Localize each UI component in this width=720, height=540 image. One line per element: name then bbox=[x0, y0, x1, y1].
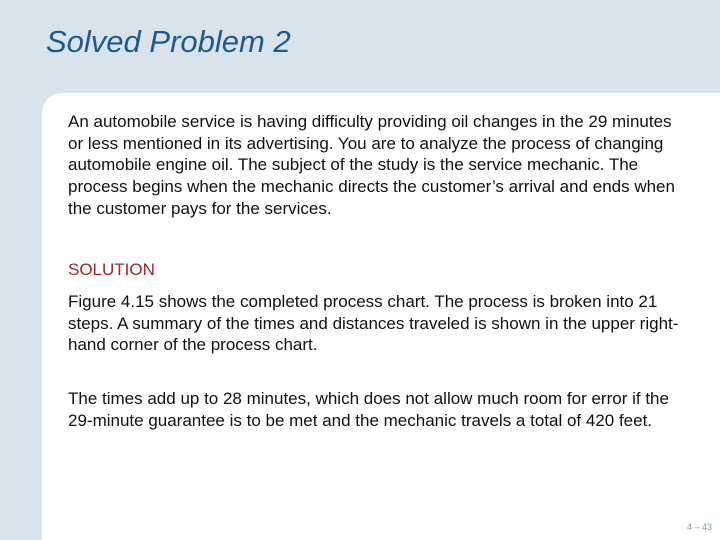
slide-title: Solved Problem 2 bbox=[46, 24, 291, 59]
solution-paragraph: The times add up to 28 minutes, which does not allow much room for error if the 29-minute guarantee is to be met and the mechanic travels a total of 420 feet. bbox=[68, 389, 669, 430]
solution-paragraph: Figure 4.15 shows the completed process chart. The process is broken into 21 steps. A summary of the times and distances traveled is shown in the upper right-hand corner of the process chart. bbox=[68, 292, 679, 355]
page-number: 4 – 43 bbox=[686, 522, 712, 532]
problem-statement: An automobile service is having difficulty providing oil changes in the 29 minutes or less mentioned in its advertising. You are to analyze the process of changing automobile engine oil. The subject of the study is the service mechanic. The process begins when the mechanic directs the customer’s arrival and ends when the customer pays for the services. bbox=[68, 112, 675, 218]
content-panel bbox=[42, 93, 720, 540]
solution-heading: SOLUTION bbox=[68, 260, 155, 279]
